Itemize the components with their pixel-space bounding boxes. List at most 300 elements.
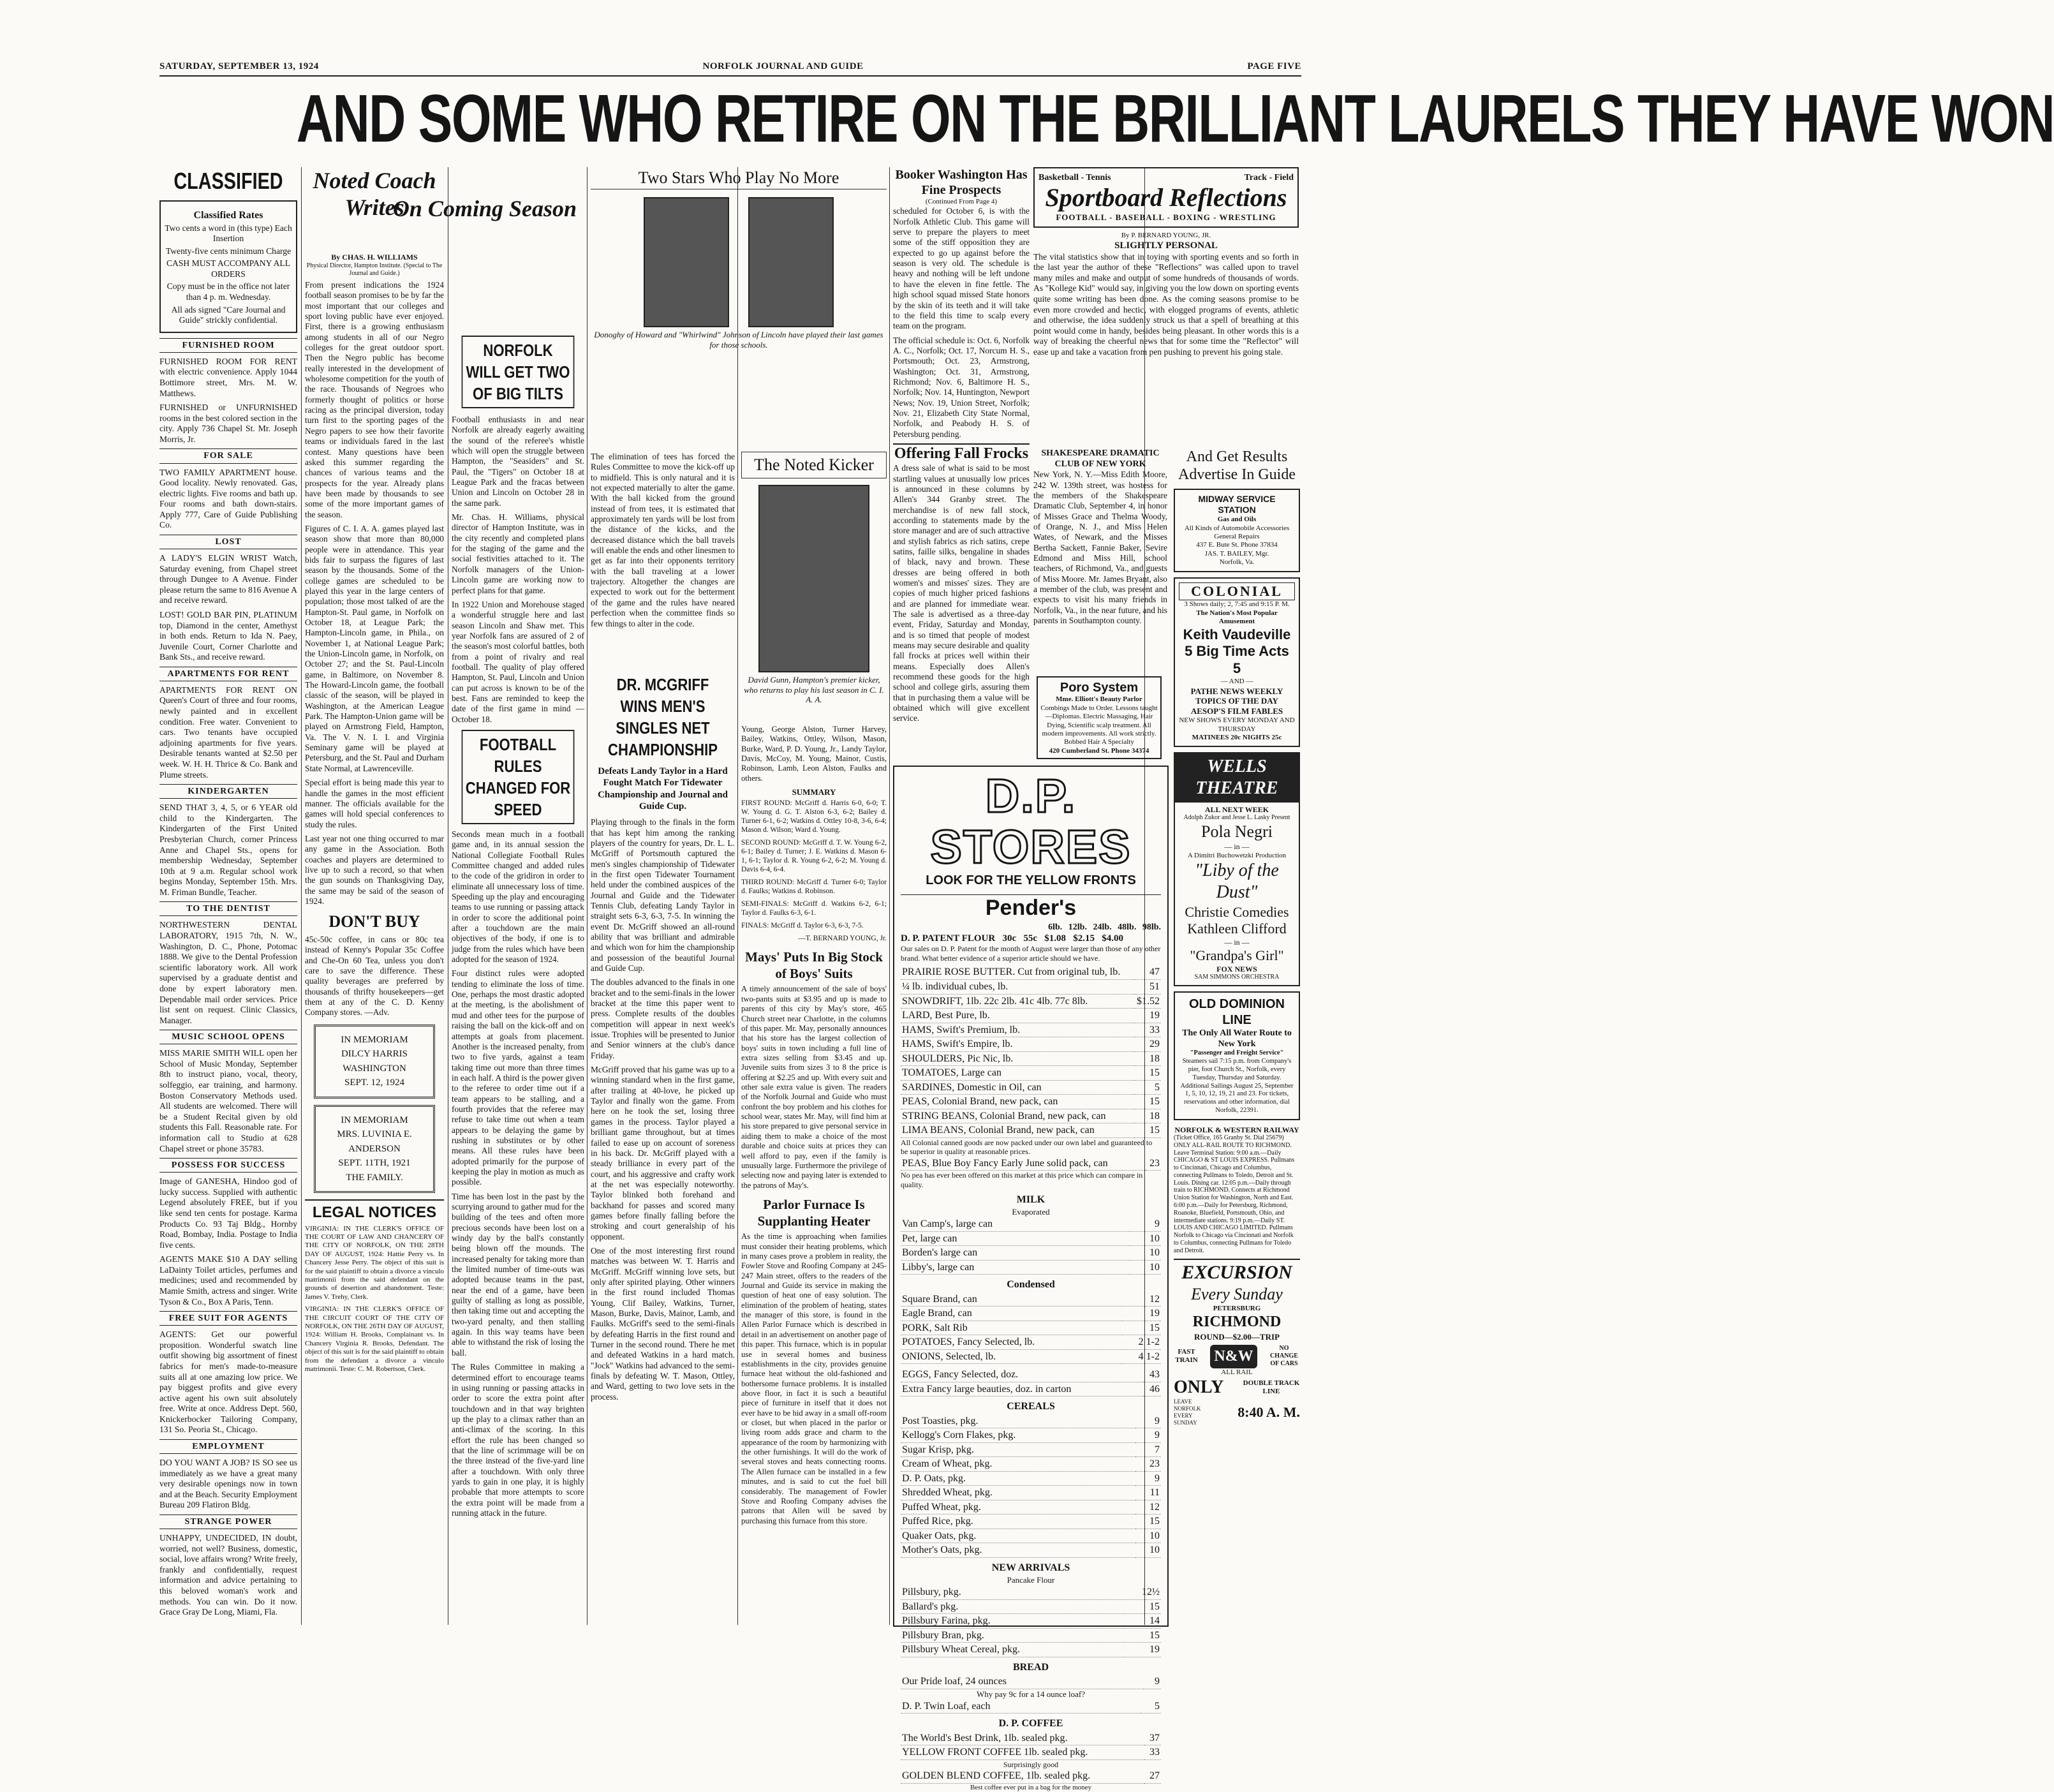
colonial-line6: PATHE NEWS WEEKLY bbox=[1190, 686, 1283, 696]
flour-note: Our sales on D. P. Patent for the month of August were larger than those of any other brand. What better evidence of a superior article should we have. bbox=[901, 944, 1161, 963]
wells-line11: FOX NEWS bbox=[1216, 964, 1257, 974]
item-name: HAMS, Swift's Empire, lb. bbox=[901, 1037, 1134, 1052]
memorial-date: SEPT. 11TH, 1921 bbox=[338, 1158, 411, 1169]
sportboard-column bbox=[1033, 167, 1299, 441]
classified-ad: UNHAPPY, UNDECIDED, IN doubt, worried, not well? Business, domestic, social, love affairs wrong? Write freely, frankly and confidentially, request information and advice pertaining to this beloved woman's work and methods. You can win. Do it now. Grace Gray De Long, Miami, Fla. bbox=[159, 1533, 297, 1617]
item-name: Square Brand, can bbox=[901, 1292, 1122, 1307]
item-name: SARDINES, Domestic in Oil, can bbox=[901, 1080, 1134, 1095]
tennis-paragraph: McGriff proved that his game was up to a winning standard when in the first game, after trailing at 40-love, he picked up Taylor and finally won the game. From here on he took the set, losing three games in the process. Taylor played a brilliant game throughout, but at times failed to ease up on account of soreness in his back. Dr. McGriff played with a steady brilliance in every part of the court, and his aggressive and crafty work at the net was especially noteworthy. Taylor blinked both forehand and backhand for passes and scored many games before finally falling before the stroking and court generalship of his opponent. bbox=[591, 1065, 735, 1241]
grocery-price-table bbox=[901, 965, 1161, 1137]
tilts-body bbox=[452, 415, 584, 725]
item-price: 15 bbox=[1123, 1628, 1161, 1643]
tilts-column bbox=[452, 336, 584, 1624]
dp-stores-tagline: LOOK FOR THE YELLOW FRONTS bbox=[926, 873, 1136, 887]
price-row bbox=[901, 1500, 1161, 1514]
summary-row: SECOND ROUND: McGriff d. T. W. Young 6-2, 6-1; Bailey d. Turner; J. E. Watkins d. Mason 6-1, 6-1; Taylor d. R. Young 6-2, 6-2; M. Young d. Davis 6-4, 6-4. bbox=[741, 839, 887, 874]
classified-section-heading: POSSESS FOR SUCCESS bbox=[159, 1158, 297, 1173]
bread-question: Why pay 9c for a 14 ounce loaf? bbox=[976, 1689, 1085, 1699]
item-name: Sugar Krisp, pkg. bbox=[901, 1442, 1135, 1457]
item-price: 51 bbox=[1134, 980, 1161, 995]
item-price: 9 bbox=[1144, 1675, 1161, 1689]
classified-section-heading: TO THE DENTIST bbox=[159, 901, 297, 916]
excursion-line12: 8:40 A. M. bbox=[1238, 1403, 1300, 1420]
price-row bbox=[901, 1414, 1161, 1428]
coffee-price-table bbox=[901, 1731, 1161, 1760]
summary-byline: —T. BERNARD YOUNG, Jr. bbox=[798, 935, 887, 943]
excursion-line7: NO CHANGE OF CARS bbox=[1270, 1344, 1298, 1368]
price-row bbox=[901, 1699, 1161, 1714]
nw-ad bbox=[1174, 1125, 1300, 1255]
item-price: 9 bbox=[1135, 1414, 1161, 1428]
item-name: HAMS, Swift's Premium, lb. bbox=[901, 1023, 1134, 1037]
rules-body bbox=[452, 829, 584, 1518]
rate-line: All ads signed "Care Journal and Guide" strickly confidential. bbox=[171, 304, 286, 325]
dp-stores-logo: D.P. STORES bbox=[930, 769, 1132, 873]
item-name: LARD, Best Pure, lb. bbox=[901, 1009, 1134, 1023]
summary-row: SEMI-FINALS: McGriff d. Watkins 6-2, 6-1; Taylor d. Faulks 6-3, 6-1. bbox=[741, 900, 887, 917]
classified-section-heading: FOR SALE bbox=[159, 448, 297, 463]
item-price: 18 bbox=[1134, 1051, 1161, 1066]
midway-title: MIDWAY SERVICE STATION bbox=[1198, 494, 1276, 515]
rules-paragraph: Time has been lost in the past by the scurrying around to gather mud for the building of the tees and often more precious seconds have been lost on a windy day by the ball's constantly being blown off the mounds. The increased penalty for taking more than the limited number of time-outs was adopted because teams in the past, near the end of a game, have been guilty of stalling as long as possible, then taking time out and accepting the two-yard penalty, and then stalling again. In this way teams have been able to withstand the risk of losing the ball. bbox=[452, 1191, 584, 1358]
bread-price-table bbox=[901, 1675, 1161, 1689]
price-row bbox=[901, 1009, 1161, 1023]
rules-paragraph: Four distinct rules were adopted tending to eliminate the loss of time. One, perhaps the most drastic adopted at the meeting, is the abolishment of mud and other tees for the purpose of raising the ball on the kick-off and on attempts at goals from placement. Another is the increased penalty, from two to five yards, against a team taking time out more than three times in each half. A third is the power given to the referee to order time out if a team appears to be stalling, and a fourth provides that the referee may refuse to take time out when a team appears to be delaying the game by rushing in substitutes or by other means. All these rules have been adopted primarily for the purpose of keeping the play in motion as much as possible. bbox=[452, 968, 584, 1187]
coach-body bbox=[305, 280, 444, 907]
tennis-headline: DR. MCGRIFF WINS MEN'S SINGLES NET CHAMPIONSHIP bbox=[608, 675, 718, 759]
summary-title: SUMMARY bbox=[792, 787, 836, 797]
memorial-heading: IN MEMORIAM bbox=[341, 1034, 408, 1045]
item-name: GOLDEN BLEND COFFEE, 1lb. sealed pkg. bbox=[901, 1769, 1144, 1783]
legal-notice: VIRGINIA: IN THE CLERK'S OFFICE OF THE CIRCUIT COURT OF THE CITY OF NORFOLK, ON THE 26TH DAY OF AUGUST, 1924: William H. Brooks, Complainant vs. In Chancery Virginia R. Brooks, Defendant. The object of this suit is for the said plaintiff to obtain from the defendant a divorce a vinculo matrimonii. Teste: C. M. Robertson, Clerk. bbox=[305, 1305, 444, 1374]
excursion-line8: ALL RAIL bbox=[1221, 1368, 1253, 1376]
dominion-line1: The Only All Water Route to New York bbox=[1182, 1028, 1292, 1049]
wells-ad bbox=[1174, 752, 1300, 986]
price-row bbox=[901, 980, 1161, 995]
legal-list bbox=[305, 1225, 444, 1374]
item-price: 14 bbox=[1123, 1614, 1161, 1629]
results-line1: And Get Results bbox=[1186, 448, 1288, 465]
results-ad bbox=[1174, 448, 1300, 484]
price-row bbox=[901, 1023, 1161, 1037]
price-row bbox=[901, 1769, 1161, 1783]
dominion-line2: "Passenger and Freight Service" bbox=[1190, 1049, 1284, 1057]
price-row bbox=[901, 1307, 1161, 1321]
item-name: Ballard's pkg. bbox=[901, 1599, 1123, 1614]
colonial-line8: AESOP'S FILM FABLES bbox=[1190, 706, 1283, 716]
item-name: Pillsbury Bran, pkg. bbox=[901, 1628, 1123, 1643]
item-name: Shredded Wheat, pkg. bbox=[901, 1486, 1135, 1500]
price-row bbox=[901, 1543, 1161, 1558]
price-row bbox=[901, 1628, 1161, 1643]
stars-body-block bbox=[591, 452, 735, 669]
tennis-paragraph: One of the most interesting first round matches was between W. T. Harris and McGriff. McGriff winning love sets, but only after spirited playing. Other winners in the first round included Thomas Young, Clif Bailey, Watkins, Turner, Mason, Burke, Davis, Mainor, Lamb, and Faulks. McGriff's seed to the semi-finals by defeating Harris in the first round and Turner in the second round. There he met and defeated Watkins in a hard match. "Jock" Watkins had advanced to the semi-finals by defeating W. T. Mason, Ottley, and Ward, getting to two love sets in the process. bbox=[591, 1245, 735, 1402]
twin-loaf-table bbox=[901, 1699, 1161, 1714]
item-price: 9 bbox=[1135, 1428, 1161, 1443]
coach-paragraph: Special effort is being made this year to handle the games in the most efficient manner. The officials available for the games will hold special conferences to study the rules. bbox=[305, 778, 444, 829]
colonial-title: COLONIAL bbox=[1179, 582, 1295, 601]
excursion-line10: DOUBLE TRACK LINE bbox=[1243, 1379, 1300, 1396]
memorial-date: SEPT. 12, 1924 bbox=[344, 1077, 404, 1088]
wells-line10: "Grandpa's Girl" bbox=[1190, 947, 1284, 963]
item-price: 10 bbox=[1130, 1260, 1161, 1275]
item-name: The World's Best Drink, 1lb. sealed pkg. bbox=[901, 1731, 1144, 1745]
classified-ad: APARTMENTS FOR RENT ON Queen's Court of three and four rooms, newly painted and in excellent condition. Free water. Convenient to cars. Two tenants have occupied adjoining apartments for five years. Desirable tenants wanted at $2.50 per week. W. H. H. Thrice & Co. Bank and Plume streets. bbox=[159, 685, 297, 780]
new-arrivals-title: NEW ARRIVALS bbox=[991, 1562, 1070, 1573]
classified-section-heading: FURNISHED ROOM bbox=[159, 338, 297, 353]
item-name: STRING BEANS, Colonial Brand, new pack, can bbox=[901, 1109, 1134, 1123]
price-row bbox=[901, 1442, 1161, 1457]
price-row bbox=[901, 1260, 1161, 1275]
item-name: Puffed Rice, pkg. bbox=[901, 1514, 1135, 1529]
item-name: Puffed Wheat, pkg. bbox=[901, 1500, 1135, 1514]
memorial-box bbox=[314, 1025, 435, 1099]
milk-price-table bbox=[901, 1217, 1161, 1275]
item-price: 27 bbox=[1144, 1769, 1161, 1783]
kicker-photo bbox=[758, 485, 869, 672]
peas-price-table bbox=[901, 1157, 1161, 1171]
item-name: Pillsbury, pkg. bbox=[901, 1585, 1123, 1599]
item-price: 11 bbox=[1135, 1486, 1161, 1500]
dominion-line4: Additional Sailings August 25, September 1, 5, 10, 12, 19, 21 and 23. For tickets, reservations and other information, dial Norfolk, 22391. bbox=[1180, 1082, 1294, 1114]
item-price: 33 bbox=[1144, 1745, 1161, 1760]
coach-article bbox=[305, 253, 444, 1624]
item-price: 47 bbox=[1134, 965, 1161, 979]
memorial-list bbox=[305, 1025, 444, 1194]
price-row bbox=[901, 1599, 1161, 1614]
poro-line1: Mme. Elliott's Beauty Parlor bbox=[1056, 695, 1142, 704]
price-row bbox=[901, 1675, 1161, 1689]
price-row bbox=[901, 994, 1161, 1009]
excursion-line9: ONLY bbox=[1174, 1377, 1224, 1398]
rate-line: Twenty-five cents minimum Charge bbox=[165, 246, 292, 256]
wells-line9: — in — bbox=[1224, 938, 1250, 947]
item-price: 37 bbox=[1144, 1731, 1161, 1745]
item-price: 19 bbox=[1122, 1307, 1161, 1321]
rates-list bbox=[165, 223, 292, 326]
frocks-body: A dress sale of what is said to be most startling values at unusually low prices is announced in these columns by Allen's 344 Granby street. The merchandise is of new fall stock, according to statements made by the store manager and are of such attractive and stylish fabrics as rich satins, crepe satins, faille silks, bengaline in shades of black, navy and brown. These dresses are being offered in both women's and misses' sizes. They are copies of much higher priced fashions and are planned for immediate wear. The sale is advertised as a three-day event, Friday, Saturday and Monday, and is so timed that people of modest means may secure desirable and quality fall frocks at prices well within their means. Especially does Allen's recommend these goods for the high school and college girls, assuring them that in purchasing them a value will be obtained which will give excellent service. bbox=[893, 463, 1030, 723]
booker-continued: (Continued From Page 4) bbox=[925, 198, 998, 205]
wells-line5: A Dimitri Buchowetzki Production bbox=[1187, 851, 1287, 859]
nw-title: NORFOLK & WESTERN RAILWAY bbox=[1174, 1125, 1299, 1134]
item-price: 10 bbox=[1130, 1246, 1161, 1261]
nw-logo: N&W bbox=[1210, 1345, 1257, 1368]
coffee-title: D. P. COFFEE bbox=[998, 1718, 1063, 1729]
item-name: LIMA BEANS, Colonial Brand, new pack, can bbox=[901, 1123, 1134, 1138]
rate-line: Copy must be in the office not later than 4 p. m. Wednesday. bbox=[166, 281, 290, 302]
price-row bbox=[901, 1368, 1161, 1382]
shakespeare-block bbox=[1033, 448, 1167, 703]
item-name: Eagle Brand, can bbox=[901, 1307, 1122, 1321]
rate-line: Two cents a word in (this type) Each Insertion bbox=[165, 223, 292, 244]
item-price: 15 bbox=[1122, 1321, 1161, 1335]
price-row bbox=[901, 1585, 1161, 1599]
sportboard-top-right: Track - Field bbox=[1244, 173, 1294, 182]
sportboard-masthead bbox=[1033, 167, 1299, 228]
frocks-headline: Offering Fall Frocks bbox=[893, 443, 1030, 463]
tilts-paragraph: Football enthusiasts in and near Norfolk are already eagerly awaiting the sound of the referee's whistle which will open the struggle between Hampton, the "Seasiders" and St. Paul, the "Tigers" on October 18 at League Park and the fracas between Union and Lincoln on October 28 in the same park. bbox=[452, 415, 584, 508]
price-row bbox=[901, 1292, 1161, 1307]
milk-subtitle: Evaporated bbox=[1012, 1207, 1050, 1217]
price-row bbox=[901, 1335, 1161, 1350]
legal-notices-title: LEGAL NOTICES bbox=[305, 1199, 444, 1222]
item-name: YELLOW FRONT COFFEE 1lb. sealed pkg. bbox=[901, 1745, 1144, 1760]
page-header bbox=[159, 61, 1301, 77]
price-row bbox=[901, 1529, 1161, 1543]
tilts-paragraph: Mr. Chas. H. Williams, physical director of Hampton Institute, was in the city recently and completed plans for the staging of the game and the social festivities attached to it. The Norfolk managers of the Union-Lincoln game are working now to perfect plans for that game. bbox=[452, 512, 584, 595]
excursion-ad bbox=[1174, 1259, 1300, 1427]
item-name: TOMATOES, Large can bbox=[901, 1066, 1134, 1081]
sportboard-heading: SLIGHTLY PERSONAL bbox=[1114, 241, 1218, 251]
dp-stores-ad bbox=[893, 766, 1169, 1791]
item-price: 15 bbox=[1123, 1599, 1161, 1614]
item-name: Quaker Oats, pkg. bbox=[901, 1529, 1135, 1543]
item-price: 5 bbox=[1141, 1699, 1161, 1714]
price-row bbox=[901, 1643, 1161, 1657]
item-price: 46 bbox=[1143, 1382, 1161, 1396]
classified-ad: DO YOU WANT A JOB? IS SO see us immediately as we have a great many very desirable openings now in town and at the Beach. Security Employment Bureau 209 Flatiron Bldg. bbox=[159, 1458, 297, 1510]
arrivals-price-table bbox=[901, 1585, 1161, 1657]
classified-rates-title: Classified Rates bbox=[193, 210, 263, 221]
legal-notice: VIRGINIA: IN THE CLERK'S OFFICE OF THE COURT OF LAW AND CHANCERY OF THE CITY OF NORFOLK, ON THE 28TH DAY OF AUGUST, 1924: Hattie Perry vs. In Chancery Jesse Perry. The object of this suit is for the said plaintiff to obtain a divorce a vinculo matrimonii from the said defendant on the grounds of desertion and abandonment. Teste: James V. Trehy, Clerk. bbox=[305, 1224, 444, 1301]
price-row bbox=[901, 1051, 1161, 1066]
classified-rates-box bbox=[159, 200, 297, 333]
item-price: 12 bbox=[1122, 1292, 1161, 1307]
coach-byline: By CHAS. H. WILLIAMS bbox=[331, 253, 418, 262]
poro-line3: 420 Cumberland St. Phone 34374 bbox=[1049, 746, 1149, 755]
item-name: PRAIRIE ROSE BUTTER. Cut from original tub, lb. bbox=[901, 965, 1134, 979]
new-arrivals-subtitle: Pancake Flour bbox=[1007, 1575, 1055, 1585]
excursion-line6: FAST TRAIN bbox=[1175, 1347, 1198, 1365]
wells-line7: Christie Comedies bbox=[1185, 903, 1289, 920]
canned-note: All Colonial canned goods are now packed under our own label and guaranteed to be superior in quality at reasonable prices. bbox=[901, 1137, 1153, 1157]
item-name: Our Pride loaf, 24 ounces bbox=[901, 1675, 1144, 1689]
wells-line3: Pola Negri bbox=[1201, 822, 1273, 841]
memorial-heading: IN MEMORIAM bbox=[341, 1114, 408, 1125]
item-name: Pet, large can bbox=[901, 1231, 1130, 1246]
item-name: Kellogg's Corn Flakes, pkg. bbox=[901, 1428, 1135, 1443]
classified-section-heading: KINDERGARTEN bbox=[159, 784, 297, 799]
item-price: 2 1-2 bbox=[1122, 1335, 1161, 1350]
flour-sizes: 6lb. 12lb. 24lb. 48lb. 98lb. bbox=[1048, 922, 1161, 932]
colonial-line10: MATINEES 20c NIGHTS 25c bbox=[1192, 733, 1282, 741]
item-price: 15 bbox=[1134, 1066, 1161, 1081]
item-name: Mother's Oats, pkg. bbox=[901, 1543, 1135, 1558]
player-photo-johnson bbox=[748, 197, 834, 327]
price-row bbox=[901, 1037, 1161, 1052]
coach-headline-line1: Noted Coach Writes bbox=[313, 168, 436, 220]
midway-line1: Gas and Oils bbox=[1217, 515, 1257, 524]
item-name: SNOWDRIFT, 1lb. 22c 2lb. 41c 4lb. 77c 8lb. bbox=[901, 994, 1134, 1009]
dont-buy-text: 45c-50c coffee, in cans or 80c tea instead of Kenny's Popular 35c Coffee and Che-On 60 Tea, unless you don't care to save the difference. These quality beverages are preferred by thousands of thrifty housekeepers—get them at any of the C. D. Kenny Company stores. —Adv. bbox=[305, 935, 444, 1018]
player-photo-donoghy bbox=[644, 197, 729, 327]
item-name: D. P. Oats, pkg. bbox=[901, 1471, 1135, 1486]
item-price: $1.52 bbox=[1134, 994, 1161, 1009]
newspaper-page bbox=[159, 61, 2054, 1791]
classified-ad: SEND THAT 3, 4, 5, or 6 YEAR old child to the Kindergarten. The Kindergarten of the First United Presbyterian Church, corner Princess Anne and Chapel Sts., opens for membership Wednesday, September 10th at 9 a.m. Regular school work begins Monday, September 15th. Mrs. M. Friman Bundle, Teacher. bbox=[159, 803, 297, 897]
classified-title: CLASSIFIED bbox=[174, 168, 283, 194]
price-row bbox=[901, 1066, 1161, 1081]
classified-ad: A LADY'S ELGIN WRIST Watch, Saturday evening, from Chapel street through Dungee to A Avenue. Finder please return the same to 816 Avenue A and receive reward. bbox=[159, 553, 297, 605]
item-price: 33 bbox=[1134, 1023, 1161, 1037]
coach-headline-second bbox=[305, 195, 586, 233]
wells-line6: "Liby of the Dust" bbox=[1195, 861, 1279, 903]
rules-headline: FOOTBALL RULES CHANGED FOR SPEED bbox=[462, 730, 575, 824]
colonial-line7: TOPICS OF THE DAY bbox=[1195, 696, 1278, 706]
midway-line2: All Kinds of Automobile Accessories General Repairs bbox=[1184, 524, 1290, 540]
mays-body: A timely announcement of the sale of boys' two-pants suits at $3.95 and up is made to parents of this city by May's store, 465 Church street near Charlotte, in the columns of this paper. Mr. May, personally announces that his store has the largest collection of boys' suits in town including a full line of extra sizes selling from $3.45 and up. Juvenile suits from sizes 3 to 8 the price is offering at $2.25 and up. With every suit and other sale extra value is given. The readers of the Norfolk Journal and Guide who must confront the boy problem and his clothes for school wear, states Mr. May, will find him at his store prepared to give personal service in aiding them to make a choice of the most durable and choice suits at prices they can well afford to pay, even if the family is unusually large. Furthermore the privilege of selecting now and paying later is extended to the patrons of May's. bbox=[741, 984, 887, 1190]
item-price: 10 bbox=[1135, 1529, 1161, 1543]
poro-ad bbox=[1037, 676, 1162, 759]
tennis-body bbox=[591, 817, 735, 1402]
item-price: 19 bbox=[1134, 1009, 1161, 1023]
classified-section-heading: MUSIC SCHOOL OPENS bbox=[159, 1030, 297, 1044]
classified-section-heading: EMPLOYMENT bbox=[159, 1439, 297, 1454]
item-price: 10 bbox=[1135, 1543, 1161, 1558]
excursion-line2: Every Sunday bbox=[1191, 1285, 1283, 1304]
classified-ad: Image of GANESHA, Hindoo god of lucky success. Supplied with authentic Legend absolutely FREE, but if you like send ten cents for postage. Karma Products Co. 93 Taj Bldg., Hornby Road, Bombay, India. Postage to India five cents. bbox=[159, 1176, 297, 1250]
item-price: 15 bbox=[1134, 1123, 1161, 1138]
furnace-body: As the time is approaching when families must consider their heating problems, which in many cases prove a problem in reality, the Fowler Stove and Roofing Company at 245-247 Main street, offers to the readers of the Journal and Guide its service in making the question of heat one of easy solution. The elimination of the problem of heating, states the manager of this store, is found in the Allen Parlor Furnace which is described in detail in an advertisement on another page of this paper. This furnace, which is in popular use in several homes and business establishments in the city, provides genuine furnace heat without the old-fashioned and bothersome furnace problems. It is installed above floor, in fact it is such a beautiful piece of furniture in itself that it does not ever have to be hid away in a small off-room or closet, but when placed in the parlor or living room adds grace and charm to the appearance of the room by harmonizing with the other furnishings. It will do the work of several stoves and heats connecting rooms. The Allen furnace can be installed in a few minutes, and is said to cut the fuel bill considerably. The management of Fowler Stove and Roofing Company advises the patrons that Allen will be saved by purchasing this furnace from this store. bbox=[741, 1232, 887, 1525]
price-row bbox=[901, 1731, 1161, 1745]
wells-line1: ALL NEXT WEEK bbox=[1204, 804, 1269, 814]
dont-buy-title: DON'T BUY bbox=[329, 912, 420, 931]
coach-headline-line2: On Coming Season bbox=[392, 196, 577, 221]
dominion-line3: Steamers sail 7:15 p.m. from Company's pier, foot Church St., Norfolk, every Tuesday, Thursday and Saturday. bbox=[1182, 1058, 1292, 1081]
price-row bbox=[901, 1109, 1161, 1123]
price-row bbox=[901, 1486, 1161, 1500]
colonial-line4: 5 Big Time Acts 5 bbox=[1185, 643, 1289, 677]
excursion-line4: RICHMOND bbox=[1192, 1314, 1282, 1331]
item-price: 29 bbox=[1134, 1037, 1161, 1052]
tennis-column bbox=[591, 674, 735, 1624]
price-row bbox=[901, 1514, 1161, 1529]
summary-column bbox=[741, 725, 887, 1624]
item-name: Pillsbury Wheat Cereal, pkg. bbox=[901, 1643, 1123, 1657]
wells-line4: — in — bbox=[1224, 842, 1250, 852]
summary-row: FINALS: McGriff d. Taylor 6-3, 6-3, 7-5. bbox=[741, 922, 864, 930]
sportboard-byline: By P. BERNARD YOUNG, JR. bbox=[1121, 231, 1211, 239]
right-ads-column bbox=[1174, 448, 1300, 1628]
classified-ad: AGENTS MAKE $10 A DAY selling LaDainty Toilet articles, perfumes and medicines; used and recommended by Mamie Smith, actress and singer. Write Tyson & Co., Box A Paris, Tenn. bbox=[159, 1254, 297, 1307]
midway-ad bbox=[1174, 489, 1300, 572]
item-price: 23 bbox=[1135, 1457, 1161, 1472]
item-name: ONIONS, Selected, lb. bbox=[901, 1349, 1122, 1364]
item-price: 9 bbox=[1130, 1217, 1161, 1231]
item-name: ¼ lb. individual cubes, lb. bbox=[901, 980, 1134, 995]
excursion-line11: LEAVE NORFOLK EVERY SUNDAY bbox=[1174, 1398, 1201, 1426]
peas-note: No pea has ever been offered on this market at this price which can compare in quality. bbox=[901, 1171, 1143, 1190]
price-row bbox=[901, 1428, 1161, 1443]
item-name: Extra Fancy large beauties, doz. in carton bbox=[901, 1382, 1143, 1396]
booker-schedule: The official schedule is: Oct. 6, Norfolk A. C., Norfolk; Oct. 17, Norcum H. S., Portsmouth; Oct. 23, Armstrong, Washington; Oct. 31, Armstrong, Richmond; Nov. 6, Baltimore H. S., Norfolk; Nov. 14, Huntington, Newport News; Nov. 19, Union Street, Norfolk; Nov. 21, Elizabeth City State Normal, Norfolk, and Peabody H. S. of Petersburg pending. bbox=[893, 335, 1030, 439]
sportboard-top-left: Basketball - Tennis bbox=[1038, 173, 1111, 182]
milk-title: MILK bbox=[1016, 1194, 1045, 1205]
booker-headline: Booker Washington Has Fine Prospects bbox=[895, 168, 1028, 197]
tennis-paragraph: Playing through to the finals in the form that has kept him among the ranking players of the country for years, Dr. L. L. McGriff of Portsmouth captured the men's singles championship of Tidewater in the first open Tidewater Tournament held under the combined auspices of the Journal and Guide and the Tidewater Tennis Club, defeating Landy Taylor in straight sets 6-3, 6-3, 7-5. In winning the event Dr. McGriff showed an all-round ability that was brilliant and admirable and which won for him the championship and possession of the beautiful Journal and Guide Cup. bbox=[591, 817, 735, 973]
coach-paragraph: From present indications the 1924 football season promises to be by far the most important that our colleges and sport loving public have ever enjoyed. First, there is a growing enthusiasm among students in all of our Negro colleges for the great outdoor sport. Then the Negro public has become really interested in the development of wholesome competition for the youth of the race. Thousands of Negroes who formerly thought of politics or horse racing as the principal diversion, today turn first to the sporting pages of the Negro papers to see how their favorite teams or individuals fared in the last contest. Many questions have been asked this summer regarding the chances of various teams and the prospects for the year. Already plans have been made by thousands to see some of the more important games of the season. bbox=[305, 280, 444, 519]
colonial-line1: 3 Shows daily; 2, 7:45 and 9:15 P. M. bbox=[1184, 600, 1290, 609]
flour-prices: D. P. PATENT FLOUR 30c 55c $1.08 $2.15 $4.00 bbox=[901, 933, 1124, 944]
tilts-headline: NORFOLK WILL GET TWO OF BIG TILTS bbox=[462, 336, 575, 408]
penders-brand: Pender's bbox=[901, 894, 1161, 921]
condensed-price-table bbox=[901, 1292, 1161, 1365]
eggs-price-table bbox=[901, 1368, 1161, 1396]
stars-block bbox=[591, 167, 887, 448]
colonial-line2: The Nation's Most Popular Amusement bbox=[1196, 609, 1278, 626]
summary-row: FIRST ROUND: McGriff d. Harris 6-0, 6-0; T. W. Young d. G. T. Alston 6-3, 6-2; Bailey d. Turner 6-1, 6-2; Watkins d. Ottley 10-8, 3-6, 6-4; Mason d. Wilson; Ward d. Young. bbox=[741, 799, 887, 834]
rate-line: CASH MUST ACCOMPANY ALL ORDERS bbox=[166, 258, 290, 279]
memorial-sign: THE FAMILY. bbox=[346, 1172, 403, 1183]
classified-section-heading: FREE SUIT FOR AGENTS bbox=[159, 1311, 297, 1326]
cereals-price-table bbox=[901, 1414, 1161, 1558]
header-paper: NORFOLK JOURNAL AND GUIDE bbox=[702, 61, 864, 71]
rules-paragraph: The Rules Committee in making a determined effort to encourage teams in using running or passing attacks in order to score the extra point after touchdown and in that way brighten up the play to a climax rather than an anti-climax of the scoring. In this effort the rule has been changed so that the line of scrimmage will be on the three instead of the five-yard line after a touchdown. With only three yards to gain in one play, it is highly probable that more attempts to score the extra point will be made from a running attack in the future. bbox=[452, 1362, 584, 1518]
item-name: Van Camp's, large can bbox=[901, 1217, 1130, 1231]
price-row bbox=[901, 1123, 1161, 1138]
midway-line4: JAS. T. BAILEY, Mgr. bbox=[1204, 549, 1269, 558]
bread-title: BREAD bbox=[1012, 1661, 1049, 1673]
summary-rows bbox=[741, 799, 887, 930]
column-rule bbox=[301, 167, 302, 1625]
price-row bbox=[901, 965, 1161, 979]
tennis-subhead: Defeats Landy Taylor in a Hard Fought Match For Tidewater Championship and Journal and Guide Cup. bbox=[598, 766, 728, 811]
excursion-line1: EXCURSION bbox=[1181, 1261, 1292, 1283]
item-name: Pillsbury Farina, pkg. bbox=[901, 1614, 1123, 1629]
classified-ad: MISS MARIE SMITH WILL open her School of Music Monday, September 8th to instruct piano, vocal, theory, solfeggio, ear training, and harmony. Boston Conservatory Methods used. All students are welcomed. There will be a Student Recital given by old students this Fall. Reasonable rate. For information call to Studio at 628 Chapel street or phone 35783. bbox=[159, 1048, 297, 1153]
item-price: 4 1-2 bbox=[1122, 1349, 1161, 1364]
item-name: PEAS, Blue Boy Fancy Early June solid pack, can bbox=[901, 1157, 1146, 1171]
sportboard-body: The vital statistics show that in toying with sporting events and so forth in the last year the author of these "Reflections" was called upon to travel many miles and make and output of some hundreds of thousands of words. As "Kollege Kid" would say, in giving you the low down on sporting events quite some writing has been done. As the coming seasons promise to be even more crowded and hectic, with elogged programs of events, athletic and otherwise, the idea suddenly struck us that a spell of breathing at this point would come in handy, besides being pleasant. In other words this is a way of breaking the cheerful news that for some time the "Reflector" will ease up and take a vacation from pen pushing to prevent his going stale. bbox=[1033, 251, 1299, 357]
column-rule bbox=[889, 167, 890, 1625]
midway-line5: Norfolk, Va. bbox=[1219, 558, 1255, 566]
excursion-line3: PETERSBURG bbox=[1213, 1304, 1261, 1312]
price-row bbox=[901, 1382, 1161, 1396]
sportboard-sub: FOOTBALL - BASEBALL - BOXING - WRESTLING bbox=[1056, 212, 1276, 223]
classified-ad: NORTHWESTERN DENTAL LABORATORY, 1915 7th, N. W., Washington, D. C., Phone, Potomac 1888. We give to the Dental Profession scientific laboratory work. All work supervised by a graduate dentist and done by expert laboratory men. Dependable mail order services. Price list sent on request. Clinic Classics, Manager. bbox=[159, 920, 297, 1025]
item-price: 7 bbox=[1135, 1442, 1161, 1457]
item-price: 15 bbox=[1134, 1095, 1161, 1109]
kicker-block bbox=[741, 452, 887, 720]
poro-line2: Combings Made to Order. Lessons taught—Diplomas. Electric Massaging, Hair Dying, Scientific scalp treatment. All modern improvements. All work strictly. Bobbed Hair A Specialty bbox=[1040, 704, 1158, 746]
classified-ad: FURNISHED or UNFURNISHED rooms in the best colored section in the city. Apply 736 Chapel St. Mr. Joseph Morris, Jr. bbox=[159, 403, 297, 444]
poro-title: Poro System bbox=[1060, 681, 1139, 695]
midway-line3: 437 E. Bute St. Phone 37834 bbox=[1196, 541, 1278, 549]
tilts-paragraph: In 1922 Union and Morehouse staged a wonderful struggle here and last season Lincoln and Shaw met. This year Norfolk fans are assured of 2 of the season's most colorful battles, both from a point of rivalry and real football. The quality of play offered Hampton, St. Paul, Lincoln and Union can put across is known to be of the best. Fans are reminded to keep the date of the first game in mind —October 18. bbox=[452, 599, 584, 724]
tennis-paragraph: The doubles advanced to the finals in one bracket and to the semi-finals in the lower bracket at the time this paper went to press. Complete results of the doubles competition will appear in next week's issue. Trophies will be presented to Junior and Senior winners at the club's dance Friday. bbox=[591, 977, 735, 1060]
sportboard-title: Sportboard Reflections bbox=[1045, 183, 1287, 212]
memorial-name: MRS. LUVINIA E. ANDERSON bbox=[337, 1129, 412, 1154]
price-row bbox=[901, 1231, 1161, 1246]
colonial-line5: — AND — bbox=[1220, 678, 1253, 686]
item-price: 5 bbox=[1134, 1080, 1161, 1095]
results-line2: Advertise In Guide bbox=[1178, 466, 1296, 483]
dominion-ad bbox=[1174, 991, 1300, 1120]
kicker-caption: David Gunn, Hampton's premier kicker, who returns to play his last season in C. I. A. A. bbox=[744, 674, 884, 705]
nw-body: (Ticket Office, 165 Granby St. Dial 25679) ONLY ALL-RAIL ROUTE TO RICHMOND. Leave Terminal Station: 9:00 a.m.—Daily CHICAGO & ST LOUIS EXPRESS. Pullmans to Cincinnati, Chicago and Columbus, connecting Pullmans to Toledo, Detroit and St. Louis. Dining car. 12:05 p.m.—Daily through train to RICHMOND. Connects at Richmond Union Station for Washington, North and East. 6:00 p.m.—Daily for Petersburg, Richmond, Roanoke, Bluefield, Portsmouth, Ohio, and intermediate stations. 9:19 p.m.—Daily ST. LOUIS AND CHICAGO LIMITED. Pullmans Norfolk to Chicago via Cincinnati and Norfolk to Columbus, connecting Pullmans for Toledo and Detroit. bbox=[1174, 1134, 1295, 1254]
classified-ad: TWO FAMILY APARTMENT house. Good locality. Newly renovated. Gas, electric lights. Five rooms and bath up. Four rooms and bath down-stairs. Apply 777, Care of Guide Publishing Co. bbox=[159, 467, 297, 530]
item-price: 12½ bbox=[1123, 1585, 1161, 1599]
stars-body: The elimination of tees has forced the Rules Committee to move the kick-off up to midfield. This is only natural and it is not expected materially to alter the game. With the ball kicked from the ground instead of from tees, it is estimated that approximately ten yards will be lost from the distance of the kicks, and the decreased distance which the ball travels will enable the ends and other linesmen to get as far into their opponents territory with the ball traveling at a lower trajectory. Altogether the changes are expected to work out for the betterment of the game and the rules have neared perfection when the committee finds so few things to alter in the code. bbox=[591, 452, 735, 628]
header-date: SATURDAY, SEPTEMBER 13, 1924 bbox=[159, 61, 319, 71]
wells-line8: Kathleen Clifford bbox=[1187, 921, 1287, 937]
classified-ad: AGENTS: Get our powerful proposition. Wonderful swatch line outfit showing big assortment of finest fabrics for men's made-to-measure suits all at one amazing low price. We pay biggest profits and give every active agent his own suit absolutely free. Write at once. Address Dept. 560, Knickerbocker Tailoring Company, 131 So. Peoria St., Chicago. bbox=[159, 1329, 297, 1435]
price-row bbox=[901, 1349, 1161, 1364]
item-name: SHOULDERS, Pic Nic, lb. bbox=[901, 1051, 1134, 1066]
price-row bbox=[901, 1080, 1161, 1095]
item-price: 15 bbox=[1135, 1514, 1161, 1529]
rules-paragraph: Seconds mean much in a football game and, in its annual session the National Collegiate Football Rules Committee changed and added rules to the code of the gridiron in order to eliminate all unnecessary loss of time. Speeding up the play and encouraging teams to use running or passing attack in order to score the additional point after a touchdown are the main objectives of the body, if one is to judge from the rules which have been adopted for the season of 1924. bbox=[452, 829, 584, 965]
